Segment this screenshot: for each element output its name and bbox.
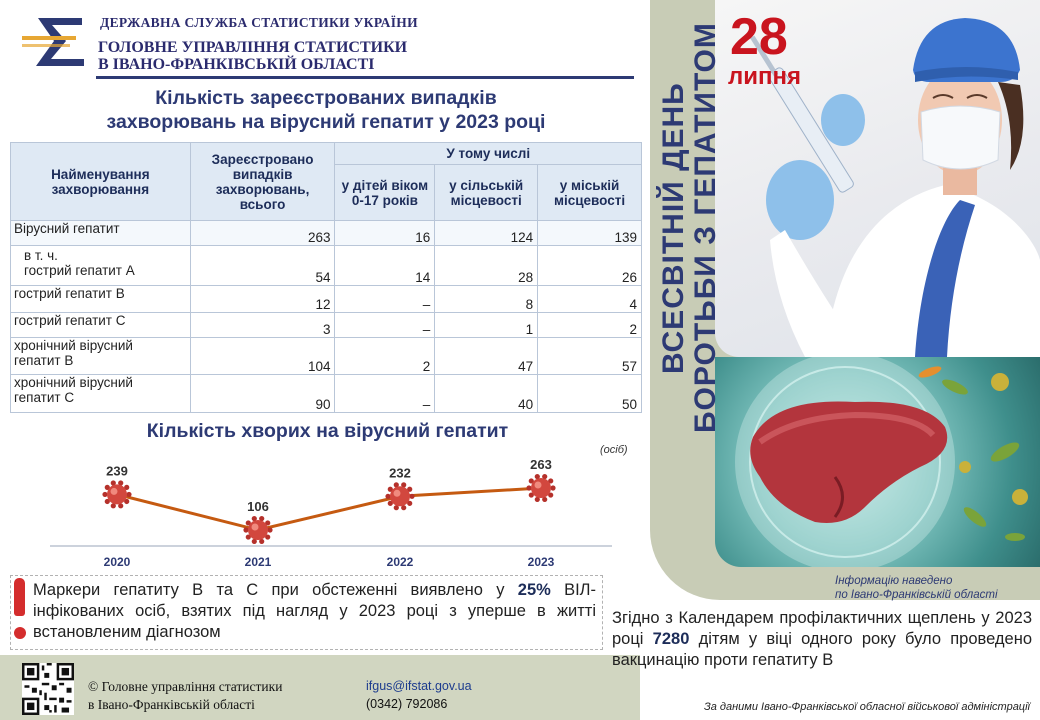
cell-children: – <box>335 286 435 313</box>
virus-icon <box>102 480 131 508</box>
vaccination-highlight: 7280 <box>652 630 690 648</box>
hepatitis-cases-table <box>10 142 642 413</box>
footer-email-link[interactable]: ifgus@ifstat.gov.ua <box>366 679 472 693</box>
org-name-state-service: ДЕРЖАВНА СЛУЖБА СТАТИСТИКИ УКРАЇНИ <box>100 15 418 30</box>
virus-icon <box>526 474 555 502</box>
notice-text-before: Маркери гепатиту В та С при обстеженні виявлено у <box>33 581 518 599</box>
cell-total: 104 <box>190 338 335 375</box>
cell-total: 90 <box>190 375 335 413</box>
cell-rural: 47 <box>435 338 538 375</box>
cell-urban: 139 <box>538 221 642 246</box>
cell-name <box>11 246 191 286</box>
table-row <box>11 246 642 286</box>
cell-rural: 124 <box>435 221 538 246</box>
cell-children: 14 <box>335 246 435 286</box>
cell-name <box>11 338 191 375</box>
vaccination-text-after: дітям у віці одного року було проведено вакцинацію проти гепатиту В <box>612 630 1032 669</box>
chart-unit: (осіб) <box>600 444 628 456</box>
cases-line-chart <box>0 446 650 571</box>
virus-icon <box>385 482 414 510</box>
world-hepatitis-day-title <box>655 18 725 438</box>
table-row <box>11 313 642 338</box>
footer-org-line1: © Головне управління статистики <box>88 679 283 694</box>
table-row <box>11 338 642 375</box>
cell-children: – <box>335 313 435 338</box>
liver-illustration <box>715 357 1040 567</box>
org-name-region: В ІВАНО-ФРАНКІВСЬКІЙ ОБЛАСТІ <box>98 56 375 73</box>
data-label: 239 <box>106 463 128 479</box>
x-tick-label: 2023 <box>527 555 555 569</box>
info-note-line2: по Івано-Франківській області <box>835 589 998 601</box>
cell-name: Вірусний гепатит <box>11 221 191 246</box>
cell-name-line2: гепатит В <box>14 353 74 368</box>
cell-urban: 57 <box>538 338 642 375</box>
qr-code-icon[interactable] <box>22 663 74 715</box>
cell-children: 2 <box>335 338 435 375</box>
footer-org-line2: в Івано-Франківській області <box>88 697 255 712</box>
cell-name-prefix: в т. ч. <box>24 248 58 263</box>
table-title-line1: Кількість зареєстрованих випадків <box>155 87 497 109</box>
date-number: 28 <box>730 8 788 66</box>
cell-rural: 8 <box>435 286 538 313</box>
data-label: 106 <box>247 499 269 514</box>
virus-icon <box>243 516 272 544</box>
vertical-title-line2: БОРОТЬБИ З ГЕПАТИТОМ <box>689 22 722 434</box>
info-note <box>835 574 998 602</box>
x-tick-label: 2020 <box>103 555 131 569</box>
table-title-line2: захворювань на вірусний гепатит у 2023 році <box>106 111 546 133</box>
x-tick-label: 2021 <box>244 555 272 569</box>
footer-phone: (0342) 792086 <box>366 697 448 711</box>
vaccination-text <box>612 608 1032 671</box>
cell-rural: 28 <box>435 246 538 286</box>
exclamation-icon <box>14 578 25 616</box>
cell-name: гострий гепатит С <box>11 313 191 338</box>
chart-title: Кількість хворих на вірусний гепатит <box>146 420 509 442</box>
cell-children: – <box>335 375 435 413</box>
exclamation-dot-icon <box>14 627 26 639</box>
data-label: 263 <box>530 457 552 472</box>
header-divider <box>96 76 634 79</box>
cell-urban: 26 <box>538 246 642 286</box>
cell-name-sub: гострий гепатит А <box>24 263 135 278</box>
cell-total: 263 <box>190 221 335 246</box>
source-note: За даними Івано-Франківської обласної військової адміністрації <box>704 701 1030 713</box>
cell-name-line2: гепатит С <box>14 390 75 405</box>
cell-total: 54 <box>190 246 335 286</box>
vertical-title-line1: ВСЕСВІТНІЙ ДЕНЬ <box>657 82 690 374</box>
table-row <box>11 375 642 413</box>
cell-rural: 40 <box>435 375 538 413</box>
cell-urban: 50 <box>538 375 642 413</box>
cell-urban: 2 <box>538 313 642 338</box>
table-title <box>20 86 632 134</box>
info-note-line1: Інформацію наведено <box>835 575 953 587</box>
header-urban: у міській місцевості <box>538 165 642 221</box>
header-children: у дітей віком 0-17 років <box>335 165 435 221</box>
cell-name-line1: хронічний вірусний <box>14 338 133 353</box>
table-row <box>11 286 642 313</box>
cell-name <box>11 375 191 413</box>
vaccination-text-before: Згідно з Календарем профілактичних щеплень у 2023 році <box>612 609 1032 648</box>
cell-urban: 4 <box>538 286 642 313</box>
x-tick-label: 2022 <box>386 555 414 569</box>
header-total: Зареєстровано випадків захворювань, всього <box>190 143 335 221</box>
header-disease-name: Найменування захворювання <box>11 143 191 221</box>
header-including: У тому числі <box>335 143 642 165</box>
sigma-logo-icon <box>22 14 90 68</box>
cell-name: гострий гепатит В <box>11 286 191 313</box>
date-month: липня <box>728 63 801 90</box>
header-rural: у сільській місцевості <box>435 165 538 221</box>
cell-name-line1: хронічний вірусний <box>14 375 133 390</box>
cell-children: 16 <box>335 221 435 246</box>
cell-total: 12 <box>190 286 335 313</box>
hiv-notice-text <box>33 580 596 643</box>
notice-highlight: 25% <box>517 581 551 599</box>
series-line <box>117 488 541 530</box>
notice-text-after: ВІЛ-інфікованих осіб, взятих під нагляд у 2023 році з уперше в житті встановленим діагнозом <box>33 581 596 641</box>
table-row <box>11 221 642 246</box>
cell-total: 3 <box>190 313 335 338</box>
cell-rural: 1 <box>435 313 538 338</box>
org-name-main-department: ГОЛОВНЕ УПРАВЛІННЯ СТАТИСТИКИ <box>98 39 408 56</box>
data-label: 232 <box>389 465 411 481</box>
